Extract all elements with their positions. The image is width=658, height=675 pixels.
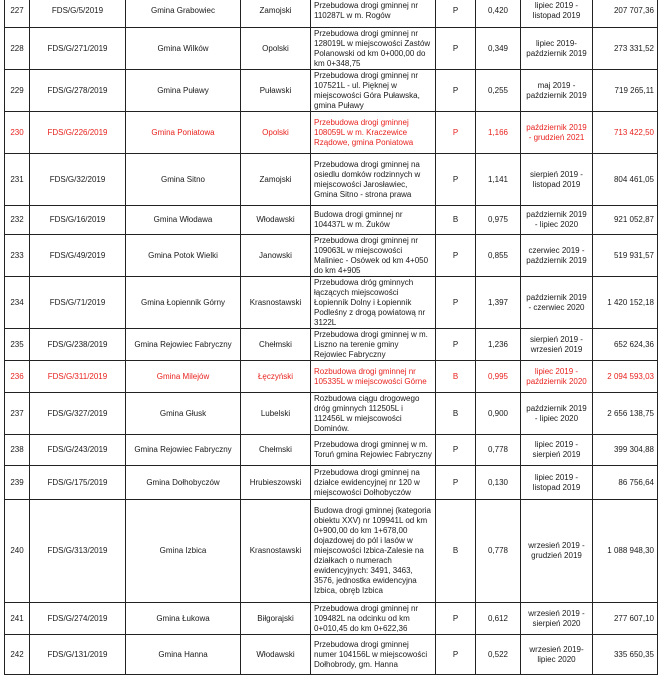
task-value: 2 656 138,75: [593, 393, 658, 435]
work-period: wrzesień 2019 - grudzień 2019: [521, 500, 593, 603]
table-body: [5, 0, 658, 675]
table-row: [5, 206, 658, 235]
task-value: 1 420 152,18: [593, 277, 658, 329]
task-value: 1 088 948,30: [593, 500, 658, 603]
work-period: sierpień 2019 - wrzesień 2019: [521, 329, 593, 361]
work-type: P: [436, 0, 476, 28]
application-id: FDS/G/131/2019: [30, 635, 126, 675]
table-row: [5, 635, 658, 675]
road-length: 0,612: [476, 603, 521, 635]
task-description: Przebudowa drogi gminnej nr 107521L - ul. Pięknej w miejscowości Góra Puławska, gmina Puławy: [311, 70, 436, 112]
gmina-name: Gmina Dołhobyczów: [126, 466, 241, 500]
road-length: 0,778: [476, 435, 521, 466]
row-number: 235: [5, 329, 30, 361]
task-description: Rozbudowa drogi gminnej nr 105335L w miejscowości Górne: [311, 361, 436, 393]
work-period: październik 2019 - czerwiec 2020: [521, 277, 593, 329]
gmina-name: Gmina Rejowiec Fabryczny: [126, 435, 241, 466]
row-number: 233: [5, 235, 30, 277]
task-description: Przebudowa dróg gminnych łączących miejscowości Łopiennik Dolny i Łopiennik Podleśny z drogą powiatową nr 3122L: [311, 277, 436, 329]
road-length: 0,349: [476, 28, 521, 70]
task-description: Przebudowa drogi gminnej na działce ewidencyjnej nr 120 w miejscowości Dołhobyczów: [311, 466, 436, 500]
row-number: 239: [5, 466, 30, 500]
work-type: P: [436, 154, 476, 206]
task-value: 921 052,87: [593, 206, 658, 235]
powiat-name: Krasnostawski: [241, 277, 311, 329]
gmina-name: Gmina Grabowiec: [126, 0, 241, 28]
task-value: 652 624,36: [593, 329, 658, 361]
application-id: FDS/G/313/2019: [30, 500, 126, 603]
row-number: 232: [5, 206, 30, 235]
task-value: 713 422,50: [593, 112, 658, 154]
road-length: 0,130: [476, 466, 521, 500]
powiat-name: Lubelski: [241, 393, 311, 435]
powiat-name: Włodawski: [241, 635, 311, 675]
task-value: 273 331,52: [593, 28, 658, 70]
row-number: 231: [5, 154, 30, 206]
application-id: FDS/G/271/2019: [30, 28, 126, 70]
application-id: FDS/G/238/2019: [30, 329, 126, 361]
work-type: P: [436, 70, 476, 112]
row-number: 227: [5, 0, 30, 28]
task-value: 804 461,05: [593, 154, 658, 206]
work-period: maj 2019 - październik 2019: [521, 70, 593, 112]
table-row: [5, 112, 658, 154]
table-row: [5, 466, 658, 500]
road-length: 0,255: [476, 70, 521, 112]
task-description: Przebudowa drogi gminnej w m. Toruń gmina Rejowiec Fabryczny: [311, 435, 436, 466]
work-period: październik 2019 - lipiec 2020: [521, 393, 593, 435]
work-period: lipiec 2019- październik 2019: [521, 28, 593, 70]
table-row: [5, 329, 658, 361]
work-type: P: [436, 329, 476, 361]
task-description: Przebudowa drogi gminnej nr 110287L w m. Rogów: [311, 0, 436, 28]
table-row: [5, 393, 658, 435]
application-id: FDS/G/243/2019: [30, 435, 126, 466]
table-row: [5, 0, 658, 28]
work-type: B: [436, 206, 476, 235]
row-number: 237: [5, 393, 30, 435]
powiat-name: Zamojski: [241, 0, 311, 28]
row-number: 238: [5, 435, 30, 466]
work-type: P: [436, 28, 476, 70]
work-period: lipiec 2019 - sierpień 2019: [521, 435, 593, 466]
powiat-name: Opolski: [241, 112, 311, 154]
work-type: P: [436, 435, 476, 466]
work-period: lipiec 2019 - listopad 2019: [521, 466, 593, 500]
road-length: 1,236: [476, 329, 521, 361]
task-value: 719 265,11: [593, 70, 658, 112]
gmina-name: Gmina Głusk: [126, 393, 241, 435]
powiat-name: Hrubieszowski: [241, 466, 311, 500]
row-number: 230: [5, 112, 30, 154]
task-description: Przebudowa drogi gminnej nr 128019L w miejscowości Zastów Polanowski od km 0+000,00 do km 0+348,75: [311, 28, 436, 70]
task-value: 277 607,10: [593, 603, 658, 635]
powiat-name: Puławski: [241, 70, 311, 112]
gmina-name: Gmina Łopiennik Górny: [126, 277, 241, 329]
powiat-name: Zamojski: [241, 154, 311, 206]
row-number: 236: [5, 361, 30, 393]
task-value: 2 094 593,03: [593, 361, 658, 393]
gmina-name: Gmina Rejowiec Fabryczny: [126, 329, 241, 361]
table-row: [5, 603, 658, 635]
powiat-name: Łęczyński: [241, 361, 311, 393]
work-type: B: [436, 500, 476, 603]
road-length: 0,420: [476, 0, 521, 28]
task-description: Budowa drogi gminnej nr 104437L w m. Żuków: [311, 206, 436, 235]
work-type: P: [436, 466, 476, 500]
row-number: 229: [5, 70, 30, 112]
task-value: 207 707,36: [593, 0, 658, 28]
task-value: 519 931,57: [593, 235, 658, 277]
application-id: FDS/G/226/2019: [30, 112, 126, 154]
table-row: [5, 361, 658, 393]
row-number: 240: [5, 500, 30, 603]
powiat-name: Opolski: [241, 28, 311, 70]
work-type: P: [436, 112, 476, 154]
work-type: P: [436, 635, 476, 675]
work-period: wrzesień 2019- lipiec 2020: [521, 635, 593, 675]
powiat-name: Krasnostawski: [241, 500, 311, 603]
task-value: 86 756,64: [593, 466, 658, 500]
gmina-name: Gmina Poniatowa: [126, 112, 241, 154]
work-period: lipiec 2019 - listopad 2019: [521, 0, 593, 28]
road-length: 0,522: [476, 635, 521, 675]
work-type: P: [436, 603, 476, 635]
work-type: B: [436, 361, 476, 393]
work-type: P: [436, 277, 476, 329]
powiat-name: Włodawski: [241, 206, 311, 235]
row-number: 228: [5, 28, 30, 70]
road-length: 1,141: [476, 154, 521, 206]
task-description: Przebudowa drogi gminnej w m. Liszno na terenie gminy Rejowiec Fabryczny: [311, 329, 436, 361]
application-id: FDS/G/71/2019: [30, 277, 126, 329]
gmina-name: Gmina Łukowa: [126, 603, 241, 635]
table-row: [5, 235, 658, 277]
road-length: 0,778: [476, 500, 521, 603]
task-description: Przebudowa drogi gminnej na osiedlu domków rodzinnych w miejscowości Jarosławiec, Gmina Sitno - strona prawa: [311, 154, 436, 206]
application-id: FDS/G/311/2019: [30, 361, 126, 393]
road-length: 0,900: [476, 393, 521, 435]
projects-table: [4, 0, 658, 675]
road-length: 0,855: [476, 235, 521, 277]
table-row: [5, 154, 658, 206]
application-id: FDS/G/5/2019: [30, 0, 126, 28]
task-description: Przebudowa drogi gminnej nr 109482L na odcinku od km 0+010,45 do km 0+622,36: [311, 603, 436, 635]
road-length: 0,975: [476, 206, 521, 235]
task-description: Przebudowa drogi gminnej 108059L w m. Kraczewice Rządowe, gmina Poniatowa: [311, 112, 436, 154]
work-period: lipiec 2019 - październik 2020: [521, 361, 593, 393]
road-length: 1,166: [476, 112, 521, 154]
gmina-name: Gmina Włodawa: [126, 206, 241, 235]
task-description: Budowa drogi gminnej (kategoria obiektu XXV) nr 109941L od km 0+900,00 do km 1+678,00 dojazdowej do pól i lasów w miejscowości Izbica-Zalesie na działkach o numerach ewidencyjnych: 3491, 3463, 3576, jednostka ewidencyjna Izbica, obręb Izbica: [311, 500, 436, 603]
table-row: [5, 500, 658, 603]
application-id: FDS/G/16/2019: [30, 206, 126, 235]
work-period: październik 2019 - grudzień 2021: [521, 112, 593, 154]
row-number: 241: [5, 603, 30, 635]
application-id: FDS/G/49/2019: [30, 235, 126, 277]
gmina-name: Gmina Sitno: [126, 154, 241, 206]
table-row: [5, 277, 658, 329]
row-number: 234: [5, 277, 30, 329]
work-period: październik 2019 - lipiec 2020: [521, 206, 593, 235]
row-number: 242: [5, 635, 30, 675]
gmina-name: Gmina Milejów: [126, 361, 241, 393]
application-id: FDS/G/32/2019: [30, 154, 126, 206]
work-type: P: [436, 235, 476, 277]
task-value: 399 304,88: [593, 435, 658, 466]
powiat-name: Biłgorajski: [241, 603, 311, 635]
work-period: sierpień 2019 - listopad 2019: [521, 154, 593, 206]
work-period: wrzesień 2019 - sierpień 2020: [521, 603, 593, 635]
task-description: Przebudowa drogi gminnej nr 109063L w miejscowości Maliniec - Osówek od km 4+050 do km 4+905: [311, 235, 436, 277]
gmina-name: Gmina Potok Wielki: [126, 235, 241, 277]
task-description: Rozbudowa ciągu drogowego dróg gminnych 112505L i 112456L w miejscowości Dominów.: [311, 393, 436, 435]
powiat-name: Janowski: [241, 235, 311, 277]
table-row: [5, 28, 658, 70]
work-type: B: [436, 393, 476, 435]
application-id: FDS/G/278/2019: [30, 70, 126, 112]
task-value: 335 650,35: [593, 635, 658, 675]
application-id: FDS/G/327/2019: [30, 393, 126, 435]
gmina-name: Gmina Wilków: [126, 28, 241, 70]
application-id: FDS/G/175/2019: [30, 466, 126, 500]
table-row: [5, 435, 658, 466]
powiat-name: Chełmski: [241, 435, 311, 466]
gmina-name: Gmina Puławy: [126, 70, 241, 112]
road-length: 0,995: [476, 361, 521, 393]
gmina-name: Gmina Hanna: [126, 635, 241, 675]
table-row: [5, 70, 658, 112]
gmina-name: Gmina Izbica: [126, 500, 241, 603]
application-id: FDS/G/274/2019: [30, 603, 126, 635]
work-period: czerwiec 2019 - październik 2019: [521, 235, 593, 277]
powiat-name: Chełmski: [241, 329, 311, 361]
road-length: 1,397: [476, 277, 521, 329]
task-description: Przebudowa drogi gminnej numer 104156L w miejscowości Dołhobrody, gm. Hanna: [311, 635, 436, 675]
